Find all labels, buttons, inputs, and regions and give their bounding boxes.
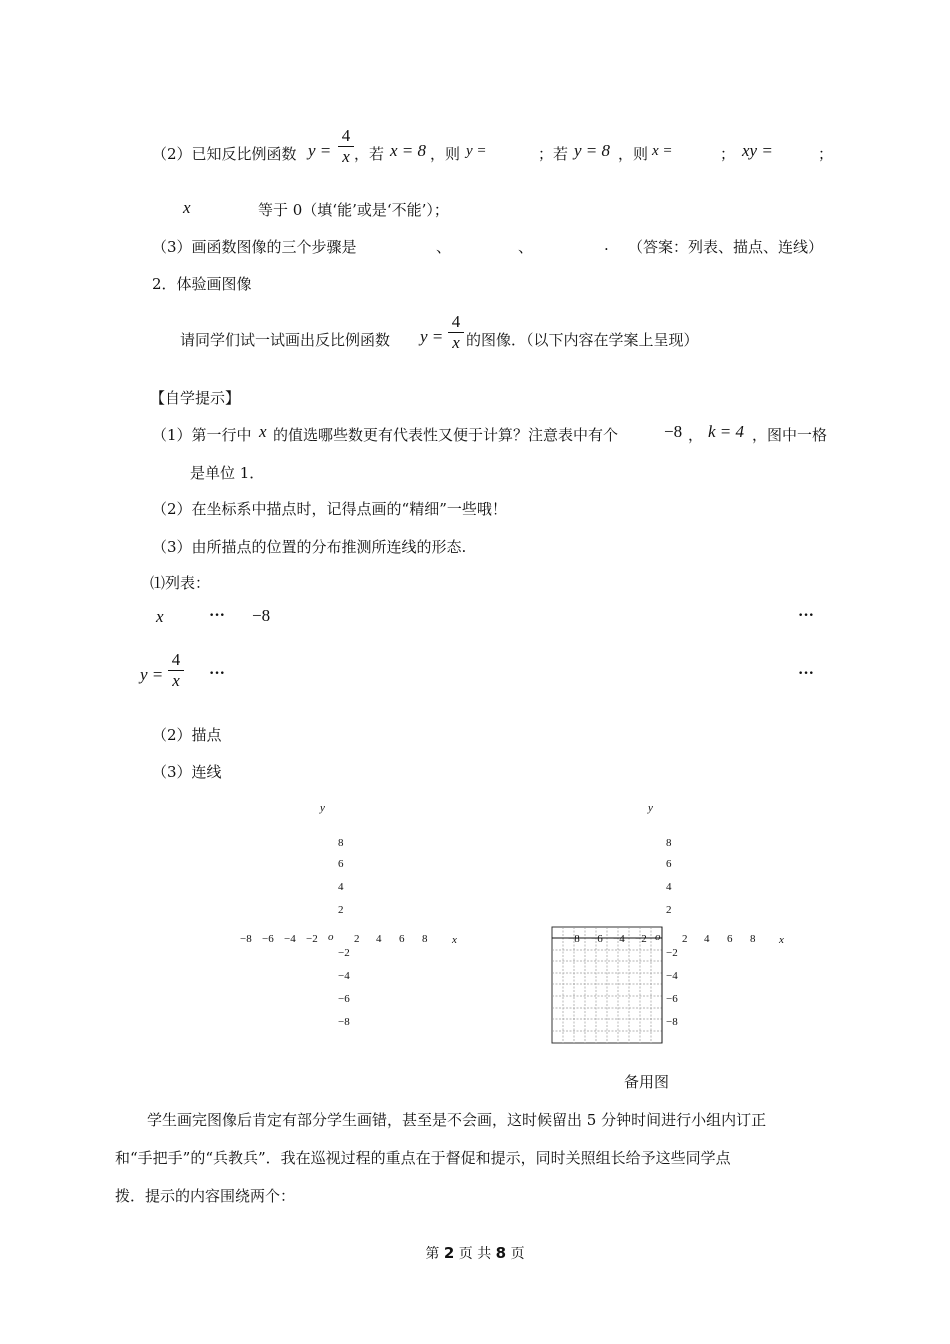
q2-semi3: ； — [818, 145, 834, 163]
q3-answer: （答案：列表、描点、连线） — [628, 238, 824, 256]
graph-main-x-tick-neg6: −6 — [262, 933, 274, 945]
q2-fraction — [338, 127, 354, 166]
page-footer — [0, 1243, 950, 1263]
closing-line-1: 学生画完图像后肯定有部分学生画错，甚至是不会画，这时候留出 5 分钟时间进行小组内订正 — [147, 1111, 767, 1129]
graph-main-x-tick-neg8: −8 — [240, 933, 252, 945]
graph-main-y-tick-neg8: −8 — [338, 1016, 350, 1028]
q2-y-eq: y = — [308, 141, 332, 160]
section2-intro-pre: 请同学们试一试画出反比例函数 — [180, 331, 391, 349]
hint-3: （3）由所描点的位置的分布推测所连线的形态. — [152, 538, 467, 556]
graph-spare-x-tick-neg6: −6 — [591, 933, 603, 945]
graph-main-y-tick-neg2: −2 — [338, 947, 350, 959]
graph-main-x-tick-neg4: −4 — [284, 933, 296, 945]
footer-post: 页 — [510, 1246, 525, 1262]
hint-1-mid: 的值选哪些数更有代表性又便于计算？注意表中有个 — [273, 426, 619, 444]
graph-main-x-label: x — [452, 934, 457, 946]
q2-ruo1: ，若 — [354, 145, 385, 163]
graph-spare-x-tick-neg8: −8 — [568, 933, 580, 945]
graph-main-y-tick-8: 8 — [338, 837, 344, 849]
graph-main-y-tick-2: 2 — [338, 904, 344, 916]
q2-frac-denominator: x — [342, 147, 350, 166]
graph-spare-y-tick-6: 6 — [666, 858, 672, 870]
q3-sep2: 、 — [518, 238, 534, 256]
section2-frac-denominator: x — [452, 333, 460, 352]
table-row1-dots-right: ··· — [798, 607, 815, 624]
graph-spare-x-tick-8: 8 — [750, 933, 756, 945]
section2-fraction — [448, 313, 464, 352]
q2-line2: 等于 0（填‘能’或是‘不能’）； — [258, 201, 449, 219]
graph-spare-x-tick-4: 4 — [704, 933, 710, 945]
table-row1-first-value: −8 — [252, 606, 271, 625]
graph-spare-origin: o — [655, 931, 661, 943]
table-heading: ⑴列表： — [150, 574, 211, 592]
q2-y-eq-8: y = 8 — [574, 141, 611, 160]
graph-main-x-tick-4: 4 — [376, 933, 382, 945]
hint-1-post: ，图中一格 — [752, 426, 828, 444]
graph-spare-x-tick-6: 6 — [727, 933, 733, 945]
graph-main-y-tick-6: 6 — [338, 858, 344, 870]
q2-x-eq2: x = — [652, 143, 673, 159]
footer-total-pages: 8 — [495, 1244, 507, 1262]
graph-main-x-tick-6: 6 — [399, 933, 405, 945]
q2-semi1: ；若 — [538, 145, 569, 163]
table-row2-dots-left: ··· — [209, 665, 226, 682]
q2-x-var: x — [183, 198, 191, 217]
section2-frac-numerator: 4 — [451, 312, 461, 331]
q2-semi2: ； — [720, 145, 736, 163]
table-row2-label: y = — [140, 665, 164, 684]
graph-spare-x-tick-neg4: −4 — [613, 933, 625, 945]
closing-line-2: 和“手把手”的“兵教兵”．我在巡视过程的重点在于督促和提示，同时关照组长给予这些同学点 — [115, 1149, 731, 1167]
graph-spare-y-tick-neg6: −6 — [666, 993, 678, 1005]
q2-prefix: （2）已知反比例函数 — [152, 145, 297, 163]
graph-spare-y-tick-neg8: −8 — [666, 1016, 678, 1028]
section2-heading: 2．体验画图像 — [152, 275, 252, 293]
hint-1-line2: 是单位 1． — [190, 464, 265, 482]
graph-spare-y-tick-2: 2 — [666, 904, 672, 916]
graph-main-x-tick-2: 2 — [354, 933, 360, 945]
graph-main-y-tick-neg4: −4 — [338, 970, 350, 982]
section2-intro-y: y = — [420, 327, 444, 346]
q2-frac-numerator: 4 — [341, 126, 351, 145]
q2-xy-eq: xy = — [742, 141, 773, 160]
q3-text: （3）画函数图像的三个步骤是 — [152, 238, 357, 256]
graph-main-y-label: y — [320, 802, 325, 814]
graph-spare-x-tick-neg2: −2 — [635, 933, 647, 945]
q2-ze1: ，则 — [430, 145, 461, 163]
graph-main-x-tick-8: 8 — [422, 933, 428, 945]
hint-1-k: k = 4 — [708, 422, 745, 441]
graph-spare-x-tick-2: 2 — [682, 933, 688, 945]
step-connect: （3）连线 — [152, 763, 222, 781]
q2-ze2: ，则 — [618, 145, 649, 163]
graph-spare-caption: 备用图 — [624, 1073, 670, 1091]
table-row2-dots-right: ··· — [798, 665, 815, 682]
hints-title: 【自学提示】 — [150, 389, 241, 407]
q3-period: . — [604, 236, 609, 254]
table-row2-numerator: 4 — [171, 650, 181, 669]
graph-main-x-tick-neg2: −2 — [306, 933, 318, 945]
table-row2-denominator: x — [172, 671, 180, 690]
q3-sep1: 、 — [436, 238, 452, 256]
footer-pre: 第 — [425, 1246, 440, 1262]
hint-1-neg8: −8 — [664, 422, 683, 441]
section2-intro-post: 的图像．（以下内容在学案上呈现） — [466, 331, 699, 349]
step-plot: （2）描点 — [152, 726, 222, 744]
graph-spare-y-tick-neg4: −4 — [666, 970, 678, 982]
graph-main-y-tick-neg6: −6 — [338, 993, 350, 1005]
hint-1-pre: （1）第一行中 — [152, 426, 252, 444]
table-row1-dots-left: ··· — [209, 607, 226, 624]
graph-spare-y-tick-neg2: −2 — [666, 947, 678, 959]
table-row2-fraction — [168, 651, 184, 690]
graph-spare-y-label: y — [648, 802, 653, 814]
hint-1-comma: ， — [688, 426, 704, 444]
footer-mid: 页 共 — [458, 1246, 492, 1262]
graph-main-origin: o — [328, 931, 334, 943]
graph-spare-y-tick-8: 8 — [666, 837, 672, 849]
graph-spare-y-tick-4: 4 — [666, 881, 672, 893]
closing-line-3: 拨．提示的内容围绕两个： — [115, 1187, 296, 1205]
graph-spare-x-label: x — [779, 934, 784, 946]
table-row1-label: x — [156, 607, 164, 626]
q2-y-eq2: y = — [466, 143, 487, 159]
graph-main-y-tick-4: 4 — [338, 881, 344, 893]
q2-x-eq-8: x = 8 — [390, 141, 427, 160]
hint-1-x: x — [259, 422, 267, 441]
footer-page-number: 2 — [443, 1244, 455, 1262]
hint-2: （2）在坐标系中描点时，记得点画的“精细”一些哦！ — [152, 500, 507, 518]
